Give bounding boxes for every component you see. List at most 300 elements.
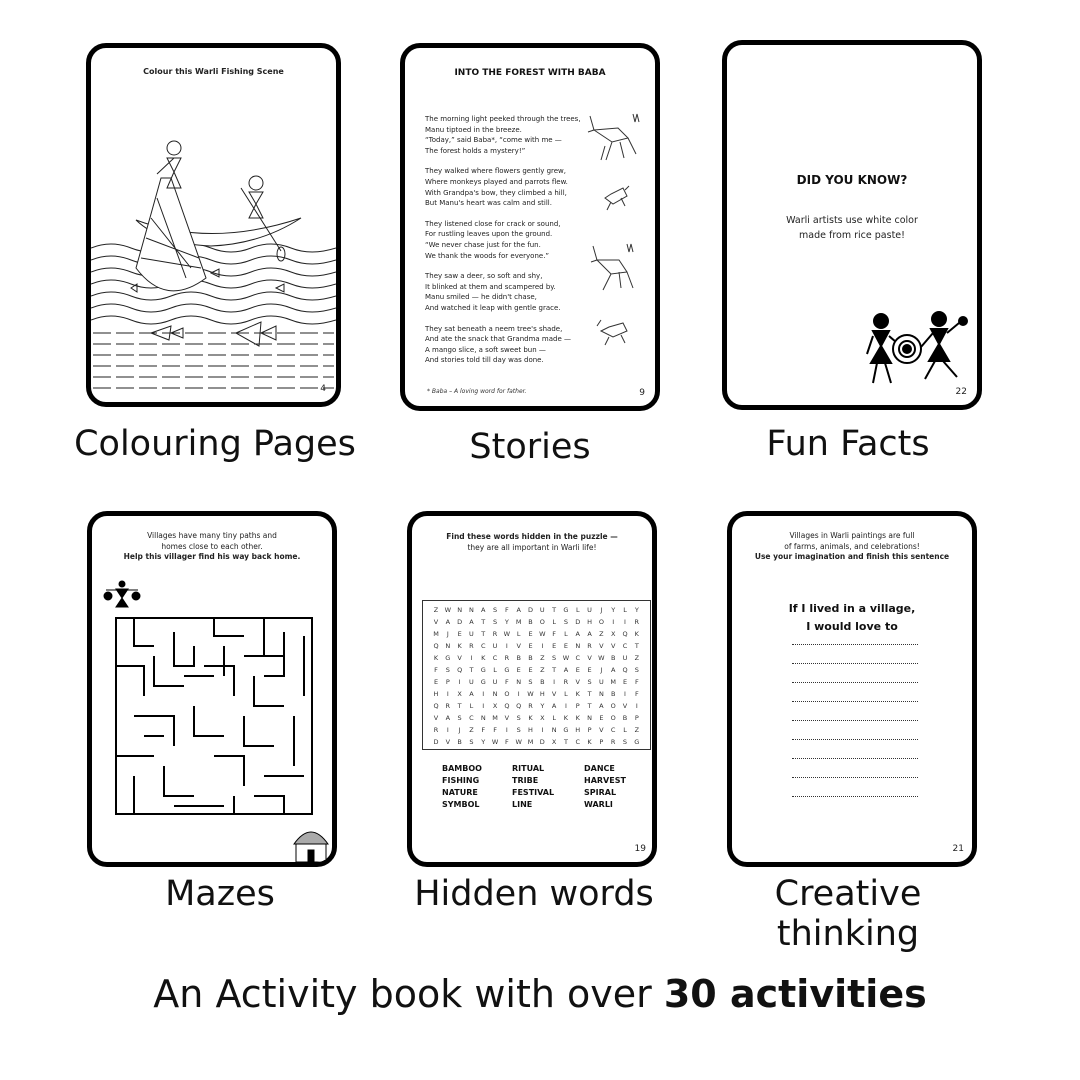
- grid-row: [423, 712, 650, 724]
- stanza: [425, 271, 590, 313]
- grid-letter[interactable]: V: [551, 690, 557, 698]
- word-list-item: DANCE: [584, 764, 615, 773]
- grid-letter[interactable]: L: [516, 630, 521, 638]
- grid-letter[interactable]: O: [539, 618, 545, 626]
- grid-letter[interactable]: T: [634, 642, 639, 650]
- grid-letter[interactable]: R: [528, 702, 533, 710]
- grid-letter[interactable]: P: [599, 738, 604, 746]
- maze-intro-line: Villages have many tiny paths and: [147, 531, 277, 540]
- grid-letter[interactable]: O: [598, 618, 604, 626]
- grid-letter[interactable]: S: [622, 738, 628, 746]
- grid-letter[interactable]: H: [528, 726, 533, 734]
- grid-letter[interactable]: K: [528, 714, 533, 722]
- grid-letter[interactable]: Q: [433, 642, 439, 650]
- grid-letter[interactable]: L: [493, 666, 497, 674]
- grid-letter[interactable]: Y: [634, 606, 639, 614]
- grid-letter[interactable]: S: [587, 678, 592, 686]
- story-line: They walked where flowers gently grew,: [425, 167, 566, 176]
- grid-letter[interactable]: J: [446, 630, 449, 638]
- prompt-line: If I lived in a village,: [788, 602, 916, 615]
- grid-letter[interactable]: I: [482, 690, 485, 698]
- grid-letter[interactable]: R: [445, 702, 451, 710]
- word-search-intro: [412, 532, 652, 553]
- grid-letter[interactable]: S: [528, 678, 533, 686]
- story-line: The morning light peeked through the trees,: [425, 115, 581, 123]
- grid-letter[interactable]: F: [434, 666, 438, 674]
- grid-letter[interactable]: O: [504, 690, 510, 698]
- grid-letter[interactable]: H: [575, 726, 581, 734]
- grid-letter[interactable]: X: [551, 738, 557, 746]
- grid-letter[interactable]: X: [610, 630, 616, 638]
- grid-letter[interactable]: M: [433, 630, 439, 638]
- grid-letter[interactable]: R: [563, 678, 569, 686]
- grid-letter[interactable]: A: [516, 606, 521, 614]
- grid-letter[interactable]: C: [480, 642, 486, 650]
- page-number: 9: [639, 388, 645, 398]
- word-list-item: SPIRAL: [584, 788, 617, 797]
- grid-letter[interactable]: H: [433, 690, 439, 698]
- maze-intro: [92, 531, 332, 563]
- grid-letter[interactable]: U: [469, 630, 474, 638]
- grid-letter[interactable]: I: [541, 726, 544, 734]
- grid-letter[interactable]: V: [622, 702, 628, 710]
- grid-letter[interactable]: Y: [611, 606, 616, 614]
- page-number: 19: [634, 844, 646, 854]
- grid-letter[interactable]: L: [552, 618, 556, 626]
- grid-letter[interactable]: T: [481, 618, 486, 626]
- grid-letter[interactable]: S: [634, 666, 639, 674]
- grid-letter[interactable]: U: [539, 606, 545, 614]
- grid-letter[interactable]: G: [445, 654, 451, 662]
- story-line: Where monkeys played and parrots flew.: [425, 177, 568, 186]
- story-line: It blinked at them and scampered by.: [425, 282, 556, 291]
- grid-letter[interactable]: S: [563, 618, 568, 626]
- grid-letter[interactable]: E: [599, 714, 604, 722]
- grid-letter[interactable]: S: [516, 714, 521, 722]
- maze-page-card: [87, 511, 337, 867]
- grid-letter[interactable]: V: [445, 738, 451, 746]
- grid-letter[interactable]: A: [551, 702, 557, 710]
- grid-letter[interactable]: A: [445, 618, 451, 626]
- grid-letter[interactable]: D: [527, 606, 533, 614]
- story-footnote: * Baba – A loving word for father.: [427, 388, 527, 395]
- grid-letter[interactable]: I: [458, 678, 461, 686]
- grid-letter[interactable]: G: [480, 678, 486, 686]
- grid-letter[interactable]: F: [505, 738, 509, 746]
- grid-letter[interactable]: F: [634, 690, 639, 698]
- grid-letter[interactable]: I: [446, 726, 449, 734]
- grid-letter[interactable]: B: [540, 678, 545, 686]
- grid-letter[interactable]: B: [516, 654, 521, 662]
- grid-letter[interactable]: Q: [433, 702, 439, 710]
- grid-letter[interactable]: H: [587, 618, 592, 626]
- grid-letter[interactable]: K: [481, 654, 486, 662]
- grid-letter[interactable]: I: [612, 618, 615, 626]
- word-list-item: FESTIVAL: [512, 788, 555, 797]
- stanza: [425, 219, 590, 261]
- story-line: And ate the snack that Grandma made —: [425, 335, 572, 344]
- grid-letter[interactable]: P: [634, 714, 639, 722]
- grid-letter[interactable]: L: [552, 714, 556, 722]
- grid-letter[interactable]: Y: [481, 738, 486, 746]
- grid-letter[interactable]: P: [445, 678, 450, 686]
- grid-letter[interactable]: O: [610, 702, 616, 710]
- grid-letter[interactable]: T: [457, 702, 462, 710]
- grid-letter[interactable]: Z: [433, 606, 439, 614]
- grid-letter[interactable]: N: [516, 678, 522, 686]
- grid-letter[interactable]: N: [551, 726, 557, 734]
- story-text: [425, 114, 590, 366]
- word-list-item: NATURE: [442, 788, 478, 797]
- grid-letter[interactable]: I: [482, 702, 485, 710]
- grid-letter[interactable]: E: [575, 666, 580, 674]
- grid-letter[interactable]: Z: [469, 726, 474, 734]
- grid-letter[interactable]: E: [563, 642, 568, 650]
- grid-letter[interactable]: A: [575, 630, 580, 638]
- grid-letter[interactable]: X: [457, 690, 462, 698]
- grid-letter[interactable]: Q: [457, 666, 463, 674]
- caption-creative-thinking: Creative thinking: [774, 874, 922, 954]
- grid-letter[interactable]: E: [516, 666, 521, 674]
- grid-letter[interactable]: C: [575, 654, 581, 662]
- grid-letter[interactable]: L: [564, 690, 568, 698]
- grid-letter[interactable]: K: [457, 642, 462, 650]
- grid-letter[interactable]: I: [446, 690, 449, 698]
- grid-letter[interactable]: E: [587, 666, 592, 674]
- grid-letter[interactable]: A: [610, 666, 616, 674]
- grid-letter[interactable]: O: [610, 714, 616, 722]
- grid-letter[interactable]: C: [622, 642, 628, 650]
- grid-letter[interactable]: K: [587, 738, 592, 746]
- story-line: They saw a deer, so soft and shy,: [425, 272, 543, 281]
- grid-letter[interactable]: K: [575, 690, 580, 698]
- grid-row: [423, 628, 650, 640]
- grid-letter[interactable]: B: [457, 738, 462, 746]
- grid-letter[interactable]: T: [563, 738, 568, 746]
- grid-letter[interactable]: I: [505, 642, 508, 650]
- grid-letter[interactable]: V: [575, 678, 580, 686]
- grid-letter[interactable]: U: [587, 606, 592, 614]
- grid-letter[interactable]: E: [457, 630, 462, 638]
- grid-row: [423, 664, 650, 676]
- grid-letter[interactable]: W: [503, 630, 511, 638]
- word-list-item: BAMBOO: [442, 764, 482, 773]
- grid-letter[interactable]: B: [622, 714, 628, 722]
- grid-letter[interactable]: S: [445, 666, 450, 674]
- grid-letter[interactable]: V: [587, 654, 592, 662]
- caption-fun-facts: Fun Facts: [766, 424, 930, 464]
- grid-letter[interactable]: M: [492, 714, 498, 722]
- grid-letter[interactable]: B: [610, 690, 616, 698]
- caption-colouring: Colouring Pages: [74, 424, 356, 464]
- grid-row: [423, 736, 650, 748]
- grid-letter[interactable]: E: [528, 642, 533, 650]
- grid-letter[interactable]: A: [481, 606, 486, 614]
- grid-letter[interactable]: T: [552, 606, 557, 614]
- grid-letter[interactable]: X: [492, 702, 498, 710]
- grid-letter[interactable]: I: [541, 642, 544, 650]
- grid-letter[interactable]: Y: [540, 702, 545, 710]
- grid-letter[interactable]: P: [575, 702, 580, 710]
- story-line: They sat beneath a neem tree's shade,: [425, 324, 563, 333]
- grid-row: [423, 604, 650, 616]
- grid-letter[interactable]: U: [622, 654, 628, 662]
- grid-letter[interactable]: U: [598, 678, 604, 686]
- grid-letter[interactable]: V: [599, 642, 604, 650]
- warli-dancers-illustration: [863, 311, 973, 391]
- grid-letter[interactable]: S: [457, 714, 462, 722]
- footer-text: An Activity book with over: [153, 972, 664, 1016]
- grid-letter[interactable]: A: [563, 666, 569, 674]
- grid-letter[interactable]: D: [575, 618, 581, 626]
- grid-letter[interactable]: Z: [540, 666, 545, 674]
- grid-letter[interactable]: C: [469, 714, 474, 722]
- footer-tagline: [0, 972, 1080, 1016]
- grid-letter[interactable]: G: [563, 726, 569, 734]
- grid-letter[interactable]: Q: [516, 702, 522, 710]
- story-line: “Today,” said Baba*, “come with me —: [425, 136, 562, 145]
- grid-letter[interactable]: W: [515, 738, 522, 746]
- word-list-item: HARVEST: [584, 776, 626, 785]
- grid-letter[interactable]: D: [433, 738, 439, 746]
- fact-line: made from rice paste!: [799, 230, 905, 241]
- grid-letter[interactable]: W: [539, 630, 546, 638]
- grid-row: [423, 652, 650, 664]
- grid-letter[interactable]: D: [539, 738, 545, 746]
- grid-letter[interactable]: M: [610, 678, 616, 686]
- grid-letter[interactable]: Z: [599, 630, 604, 638]
- grid-letter[interactable]: R: [504, 654, 510, 662]
- grid-letter[interactable]: F: [552, 630, 556, 638]
- grid-letter[interactable]: I: [624, 690, 626, 698]
- grid-letter[interactable]: B: [528, 654, 533, 662]
- word-list-item: TRIBE: [512, 776, 539, 785]
- grid-letter[interactable]: W: [527, 690, 534, 698]
- caption-stories: Stories: [469, 427, 591, 467]
- grid-letter[interactable]: V: [433, 618, 439, 626]
- caption-mazes: Mazes: [165, 874, 275, 914]
- story-line: A mango slice, a soft sweet bun —: [425, 345, 546, 354]
- grid-letter[interactable]: E: [433, 678, 439, 686]
- grid-letter[interactable]: V: [457, 654, 462, 662]
- grid-letter[interactable]: N: [480, 714, 486, 722]
- grid-letter[interactable]: N: [457, 606, 463, 614]
- grid-letter[interactable]: M: [515, 618, 522, 626]
- grid-letter[interactable]: C: [492, 654, 498, 662]
- grid-row: [423, 724, 650, 736]
- fact-title: DID YOU KNOW?: [796, 173, 908, 187]
- grid-letter[interactable]: B: [610, 654, 616, 662]
- grid-letter[interactable]: I: [517, 690, 520, 698]
- grid-letter[interactable]: V: [516, 642, 521, 650]
- grid-letter[interactable]: T: [469, 666, 474, 674]
- word-list: [442, 764, 644, 809]
- grid-letter[interactable]: I: [553, 678, 556, 686]
- grid-letter[interactable]: S: [552, 654, 557, 662]
- word-search-intro-bold: Find these words hidden in the puzzle —: [446, 532, 618, 541]
- colouring-title: Colour this Warli Fishing Scene: [143, 67, 284, 76]
- grid-letter[interactable]: B: [528, 618, 533, 626]
- grid-letter[interactable]: E: [622, 678, 628, 686]
- grid-letter[interactable]: G: [563, 606, 569, 614]
- grid-letter[interactable]: V: [599, 726, 604, 734]
- word-search-card: [407, 511, 657, 867]
- grid-letter[interactable]: R: [610, 738, 616, 746]
- grid-letter[interactable]: V: [433, 714, 439, 722]
- fun-fact-card: [722, 40, 982, 410]
- grid-letter[interactable]: R: [492, 630, 498, 638]
- grid-letter[interactable]: Q: [622, 666, 628, 674]
- grid-letter[interactable]: K: [433, 654, 439, 662]
- grid-letter[interactable]: W: [598, 654, 605, 662]
- grid-letter[interactable]: F: [493, 726, 497, 734]
- story-line: We thank the woods for everyone.”: [425, 251, 550, 260]
- grid-letter[interactable]: T: [552, 666, 557, 674]
- grid-letter[interactable]: Q: [504, 702, 510, 710]
- deer-illustrations: [575, 106, 645, 366]
- grid-letter[interactable]: R: [469, 642, 474, 650]
- grid-letter[interactable]: I: [470, 654, 473, 662]
- story-line: With Grandpa's bow, they climbed a hill,: [425, 188, 567, 197]
- grid-letter[interactable]: V: [610, 642, 616, 650]
- grid-letter[interactable]: S: [492, 606, 498, 614]
- grid-letter[interactable]: W: [444, 606, 452, 614]
- grid-letter[interactable]: R: [433, 726, 439, 734]
- grid-letter[interactable]: T: [481, 630, 486, 638]
- story-title: INTO THE FOREST WITH BABA: [454, 68, 606, 78]
- grid-letter[interactable]: K: [563, 714, 569, 722]
- grid-letter[interactable]: G: [504, 666, 510, 674]
- grid-letter[interactable]: T: [587, 690, 592, 698]
- grid-letter[interactable]: F: [481, 726, 486, 734]
- grid-letter[interactable]: U: [492, 642, 498, 650]
- grid-letter[interactable]: R: [634, 618, 640, 626]
- grid-letter[interactable]: D: [457, 618, 463, 626]
- grid-row: [423, 676, 650, 688]
- grid-letter[interactable]: T: [587, 702, 592, 710]
- grid-letter[interactable]: N: [492, 690, 498, 698]
- story-line: “We never chase just for the fun.: [425, 240, 541, 249]
- grid-letter[interactable]: E: [552, 642, 557, 650]
- grid-letter[interactable]: N: [587, 714, 592, 722]
- grid-letter[interactable]: W: [562, 654, 570, 662]
- warli-fishing-illustration: [91, 108, 336, 398]
- maze[interactable]: [114, 616, 314, 816]
- grid-letter[interactable]: S: [492, 618, 498, 626]
- grid-letter[interactable]: M: [527, 738, 534, 746]
- maze-intro-line: homes close to each other.: [161, 541, 263, 551]
- prompt-line: I would love to: [806, 620, 898, 633]
- page-number: 21: [952, 844, 964, 854]
- grid-letter[interactable]: P: [587, 726, 592, 734]
- word-list-item: FISHING: [442, 776, 480, 785]
- grid-letter[interactable]: I: [635, 702, 638, 710]
- grid-letter[interactable]: Y: [504, 618, 509, 626]
- hut-icon: [290, 822, 332, 864]
- grid-letter[interactable]: W: [491, 738, 499, 746]
- grid-letter[interactable]: C: [575, 738, 581, 746]
- grid-letter[interactable]: L: [575, 606, 580, 614]
- grid-letter[interactable]: G: [634, 738, 640, 746]
- word-search-grid[interactable]: [422, 600, 651, 750]
- grid-letter[interactable]: A: [587, 630, 592, 638]
- grid-letter[interactable]: A: [599, 702, 604, 710]
- grid-row: [423, 640, 650, 652]
- word-search-intro-line: they are all important in Warli life!: [467, 542, 597, 552]
- grid-letter[interactable]: Z: [540, 654, 545, 662]
- grid-letter[interactable]: Z: [634, 726, 640, 734]
- stanza: [425, 324, 590, 366]
- grid-letter[interactable]: I: [624, 618, 626, 626]
- grid-letter[interactable]: G: [480, 666, 486, 674]
- grid-letter[interactable]: Z: [634, 654, 640, 662]
- stanza: [425, 166, 590, 208]
- grid-letter[interactable]: S: [469, 738, 474, 746]
- story-line: For rustling leaves upon the ground.: [425, 230, 553, 239]
- story-line: Manu tiptoed in the breeze.: [425, 125, 522, 134]
- word-list-item: WARLI: [584, 800, 613, 809]
- grid-letter[interactable]: X: [540, 714, 545, 722]
- grid-letter[interactable]: N: [469, 606, 474, 614]
- story-page-card: [400, 43, 660, 411]
- maze-instruction: Help this villager find his way back home.: [123, 552, 301, 561]
- answer-lines[interactable]: [792, 626, 918, 797]
- grid-letter[interactable]: U: [492, 678, 498, 686]
- creative-intro-line: of farms, animals, and celebrations!: [784, 541, 920, 551]
- grid-row: [423, 688, 650, 700]
- grid-letter[interactable]: J: [600, 606, 603, 614]
- grid-letter[interactable]: A: [469, 618, 474, 626]
- grid-letter[interactable]: H: [539, 690, 545, 698]
- grid-letter[interactable]: K: [634, 630, 639, 638]
- grid-letter[interactable]: L: [623, 726, 627, 734]
- grid-letter[interactable]: I: [505, 726, 508, 734]
- creative-intro: [732, 531, 972, 563]
- grid-letter[interactable]: V: [504, 714, 510, 722]
- grid-letter[interactable]: S: [516, 726, 521, 734]
- creative-instruction: Use your imagination and finish this sentence: [754, 552, 950, 561]
- grid-letter[interactable]: R: [587, 642, 592, 650]
- word-list-item: SYMBOL: [442, 800, 480, 809]
- grid-letter[interactable]: E: [528, 666, 533, 674]
- grid-letter[interactable]: F: [505, 606, 509, 614]
- grid-letter[interactable]: N: [598, 690, 604, 698]
- grid-letter[interactable]: L: [564, 630, 568, 638]
- grid-letter[interactable]: C: [610, 726, 616, 734]
- grid-letter[interactable]: J: [458, 726, 461, 734]
- grid-row: [423, 616, 650, 628]
- grid-letter[interactable]: K: [575, 714, 580, 722]
- story-line: The forest holds a mystery!”: [425, 146, 526, 155]
- grid-letter[interactable]: A: [469, 690, 474, 698]
- grid-letter[interactable]: F: [634, 678, 639, 686]
- creative-intro-line: Villages in Warli paintings are full: [789, 531, 915, 540]
- story-line: Manu smiled — he didn't chase,: [425, 293, 537, 302]
- grid-letter[interactable]: Q: [622, 630, 628, 638]
- grid-letter[interactable]: J: [600, 666, 603, 674]
- grid-letter[interactable]: L: [469, 702, 474, 710]
- grid-letter[interactable]: E: [528, 630, 533, 638]
- grid-letter[interactable]: F: [505, 678, 509, 686]
- story-line: And watched it leap with gentle grace.: [425, 303, 561, 312]
- grid-letter[interactable]: L: [623, 606, 627, 614]
- creative-thinking-card: [727, 511, 977, 867]
- grid-letter[interactable]: A: [445, 714, 451, 722]
- grid-letter[interactable]: I: [564, 702, 567, 710]
- grid-letter[interactable]: U: [469, 678, 474, 686]
- grid-letter[interactable]: N: [575, 642, 581, 650]
- grid-letter[interactable]: N: [445, 642, 451, 650]
